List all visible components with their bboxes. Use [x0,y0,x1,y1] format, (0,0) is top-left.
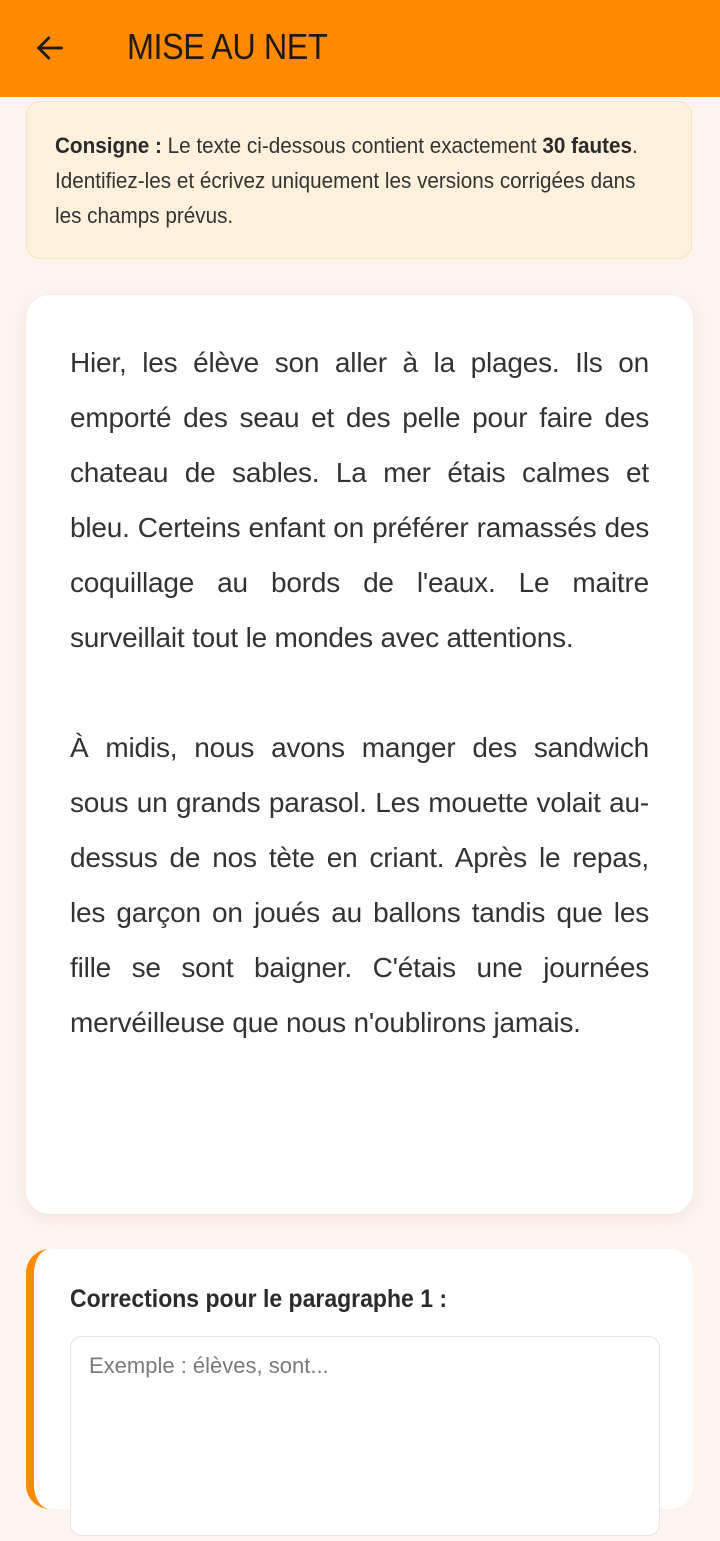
error-count: 30 fautes [542,133,633,158]
app-bar [0,0,720,97]
corrections-label: Corrections pour le paragraphe 1 : [70,1285,448,1313]
corrections-card-paragraph-1 [26,1249,693,1509]
text-paragraph-1: Hier, les élève son aller à la plages. Ils on emporté des seau et des pelle pour faire des chateau de sables. La mer étais calmes et bleu. Certeins enfant on préférer ramassés des coquillage au bords de l'eaux. Le maitre surveillait tout le mondes avec attentions. [70,347,649,653]
instructions-box [26,101,692,259]
back-button[interactable] [30,30,70,70]
corrections-input-paragraph-1[interactable] [70,1336,660,1536]
instructions-label: Consigne : [55,133,162,158]
instructions-text-before: Le texte ci-dessous contient exactement [161,133,543,158]
dictation-text-card [26,295,693,1214]
instructions-text-after: . Identifiez-les et écrivez uniquement les versions corrigées dans les champs prévus. [55,133,638,228]
arrow-left-icon [33,31,67,70]
text-paragraph-2: À midis, nous avons manger des sandwich sous un grands parasol. Les mouette volait au-dessus de nos tète en criant. Après le repas, les garçon on joués au ballons tandis que les fille se sont baigner. C'étais une journées mervéilleuse que nous n'oublirons jamais. [70,732,649,1038]
page-title: MISE AU NET [127,26,328,67]
